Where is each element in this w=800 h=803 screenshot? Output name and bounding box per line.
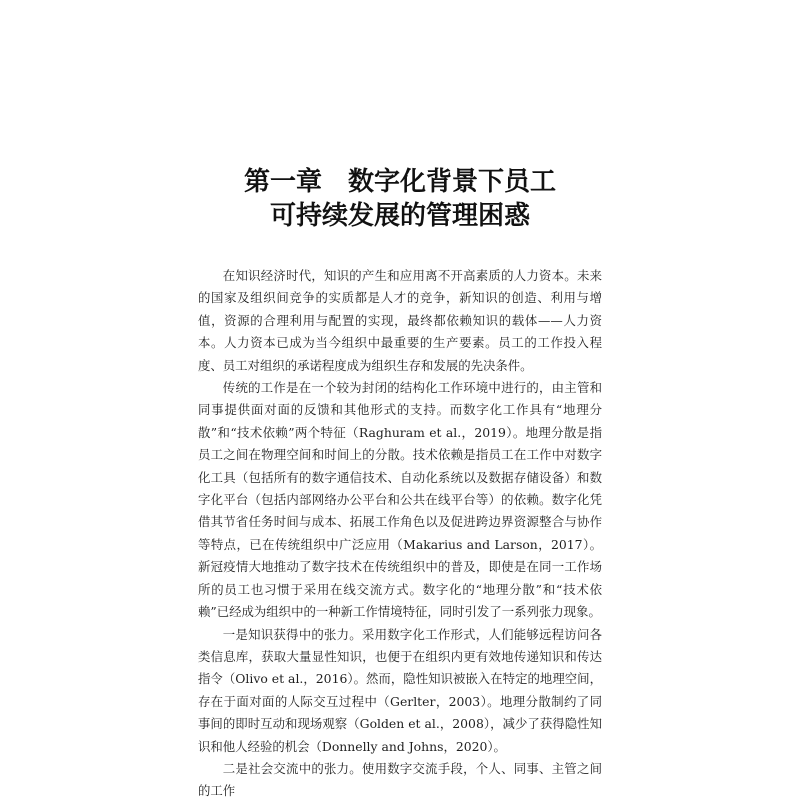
- paragraph-4: 二是社会交流中的张力。使用数字交流手段，个人、同事、主管之间的工作: [198, 760, 602, 799]
- paragraph-3: 一是知识获得中的张力。采用数字化工作形式，人们能够远程访问各类信息库，获取大量显性知识，也便于在组织内更有效地传递知识和传达指令（Olivo et al.，2016）。然而，隐性知识被嵌入在特定的地理空间，存在于面对面的人际交互过程中（Gerlter，2003）。地理分散制约了同事间的即时互动和现场观察（Golden et al.，2008），减少了获得隐性知识和他人经验的机会（Donnelly and Johns，2020）。: [198, 626, 602, 754]
- chapter-title-line-1: 第一章 数字化背景下员工: [243, 167, 556, 198]
- chapter-title: [0, 165, 800, 233]
- paragraph-2: 传统的工作是在一个较为封闭的结构化工作环境中进行的，由主管和同事提供面对面的反馈和其他形式的支持。而数字化工作具有“地理分散”和“技术依赖”两个特征（Raghuram et al.，2019）。地理分散是指员工之间在物理空间和时间上的分散。技术依赖是指员工在工作中对数字化工具（包括所有的数字通信技术、自动化系统以及数据存储设备）和数字化平台（包括内部网络办公平台和公共在线平台等）的依赖。数字化凭借其节省任务时间与成本、拓展工作角色以及促进跨边界资源整合与协作等特点，已在传统组织中广泛应用（Makarius and Larson，2017）。新冠疫情大地推动了数字技术在传统组织中的普及，即使是在同一工作场所的员工也习惯于采用在线交流方式。数字化的“地理分散”和“技术依赖”已经成为组织中的一种新工作情境特征，同时引发了一系列张力现象。: [198, 380, 602, 620]
- body-text: [198, 265, 602, 803]
- chapter-title-line-2: 可持续发展的管理困惑: [269, 201, 530, 232]
- paragraph-1: 在知识经济时代，知识的产生和应用离不开高素质的人力资本。未来的国家及组织间竞争的实质都是人才的竞争，新知识的创造、利用与增值，资源的合理利用与配置的实现，最终都依赖知识的载体——人力资本。人力资本已成为当今组织中最重要的生产要素。员工的工作投入程度、员工对组织的承诺程度成为组织生存和发展的先决条件。: [198, 268, 602, 373]
